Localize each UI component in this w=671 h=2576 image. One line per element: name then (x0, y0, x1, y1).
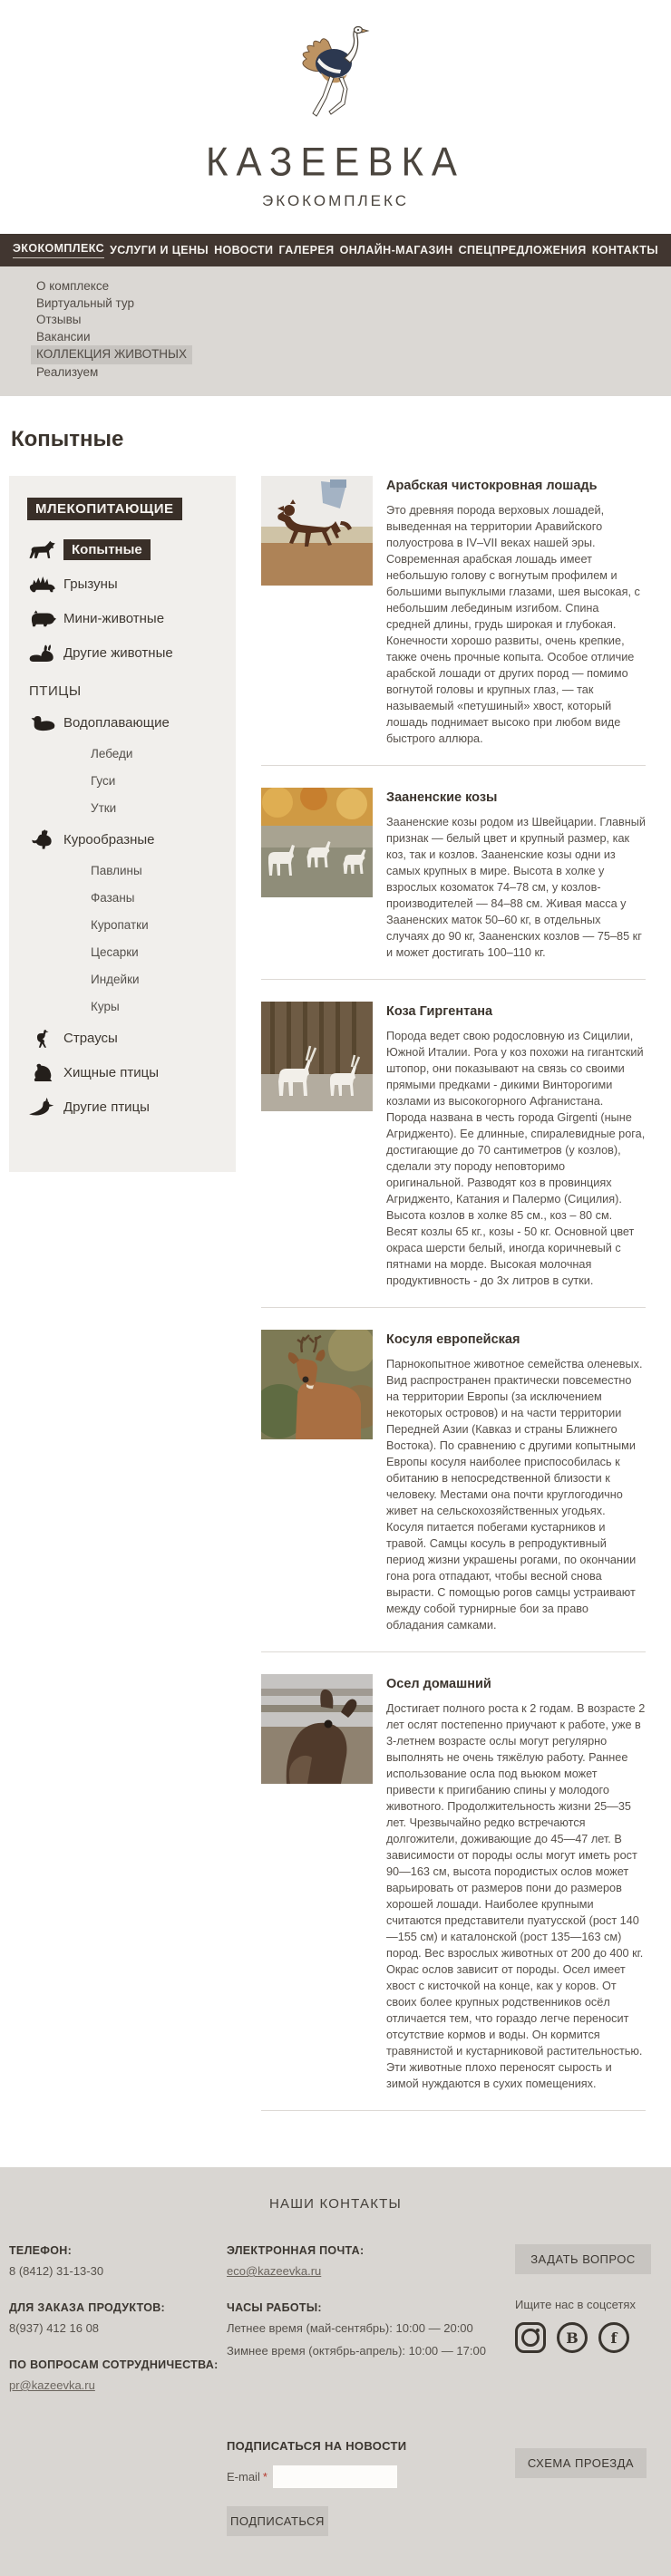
footer-info-column (227, 2223, 490, 2394)
email-link[interactable]: eco@kazeevka.ru (227, 2264, 322, 2278)
order-phone-number: 8(937) 412 16 08 (9, 2321, 100, 2335)
map-button[interactable]: СХЕМА ПРОЕЗДА (515, 2448, 647, 2478)
submenu-item-reviews[interactable]: Отзывы (36, 313, 82, 326)
sidebar-item-birds-of-prey[interactable] (27, 1061, 227, 1083)
sidebar-item-galliformes[interactable] (27, 828, 227, 850)
sidebar-item-label: Хищные птицы (63, 1064, 160, 1080)
sidebar-item-turkeys[interactable]: Индейки (91, 973, 140, 986)
article-text: Достигает полного роста к 2 годам. В возрасте 2 лет ослят постепенно приучают к работе, уже в 3-летнем возрасте ослы могут регулярно выполнять не очень тяжёлую работу. Раннее использование осла под вьюком может привести к пригибанию спины у молодого животного. Продолжительность жизни 25—35 лет. Чрезвычайно редко встречаются долгожители, доживающие до 45—47 лет. В зависимости от породы ослы могут иметь рост 90—163 см, высота породистых ослов может варьировать от размеров пони до размеров хорошей лошади. Наиболее крупными считаются представители пуатусской (рост 140—155 см) и каталонской (рост 135—163 см) пород. Вес взрослых животных от 200 до 400 кг. Окрас ослов зависит от породы. Осел имеет хвост с кисточкой на конце, как у коров. От своих более крупных родственников осёл отличается тем, что гораздо легче переносит отсутствие кормов и воды. Он кормится травянистой и кустарниковой растительностью. Эти животные плохо переносят сырость и зимой нуждаются в сухих помещениях. (386, 1702, 646, 2090)
sidebar-item-label: Другие животные (63, 644, 173, 661)
phone-label: ТЕЛЕФОН: (9, 2244, 73, 2257)
submenu-item-virtual-tour[interactable]: Виртуальный тур (36, 295, 134, 310)
sidebar-item-label: Мини-животные (63, 610, 165, 626)
sidebar-item-swans[interactable]: Лебеди (91, 747, 133, 760)
sidebar-item-other-birds[interactable] (27, 1096, 227, 1118)
porcupine-icon (27, 573, 56, 595)
sidebar-item-ducks[interactable]: Утки (91, 801, 117, 815)
subscribe-heading: ПОДПИСАТЬСЯ НА НОВОСТИ (227, 2439, 407, 2453)
rooster-icon (27, 828, 56, 850)
subscribe-button[interactable]: ПОДПИСАТЬСЯ (227, 2506, 328, 2536)
sidebar-section-birds: ПТИЦЫ (29, 683, 82, 699)
hours-summer: Летнее время (май-сентябрь): 10:00 — 20:00 (227, 2321, 473, 2335)
required-mark: * (262, 2470, 267, 2484)
submenu-item-animal-collection[interactable]: КОЛЛЕКЦИЯ ЖИВОТНЫХ (31, 345, 192, 364)
instagram-icon[interactable] (515, 2322, 546, 2353)
hours-label: ЧАСЫ РАБОТЫ: (227, 2301, 322, 2314)
sidebar-item-label: Другие птицы (63, 1099, 150, 1115)
subscribe-block (227, 2439, 490, 2536)
order-phone-label: ДЛЯ ЗАКАЗА ПРОДУКТОВ: (9, 2301, 166, 2314)
social-label: Ищите нас в соцсетях (515, 2298, 636, 2311)
peacock-icon (27, 1096, 56, 1118)
article-divider (261, 765, 646, 766)
article-title: Косуля европейская (386, 1332, 520, 1347)
nav-item-contacts[interactable]: КОНТАКТЫ (591, 244, 658, 257)
sidebar-item-label: Грызуны (63, 576, 118, 592)
sidebar-item-geese[interactable]: Гуси (91, 774, 116, 788)
submenu-item-about[interactable]: О комплексе (36, 279, 110, 293)
pig-icon (27, 607, 56, 629)
cooperation-email-link[interactable]: pr@kazeevka.ru (9, 2378, 95, 2392)
footer-contacts-column (9, 2223, 227, 2394)
article-divider (261, 1307, 646, 1308)
footer-heading: НАШИ КОНТАКТЫ (268, 2196, 403, 2212)
submenu (0, 266, 671, 396)
duck-icon (27, 712, 56, 733)
sidebar-item-ostriches[interactable] (27, 1027, 227, 1049)
vk-icon[interactable]: В (557, 2322, 588, 2353)
submenu-item-vacancies[interactable]: Вакансии (36, 329, 91, 344)
raptor-icon (27, 1061, 56, 1083)
email-label: ЭЛЕКТРОННАЯ ПОЧТА: (227, 2244, 365, 2257)
site-header (0, 0, 671, 210)
animal-categories-sidebar (9, 476, 236, 1172)
site-title: КАЗЕЕВКА (206, 139, 465, 185)
hours-winter: Зимнее время (октябрь-апрель): 10:00 — 17:00 (227, 2344, 486, 2358)
cooperation-label: ПО ВОПРОСАМ СОТРУДНИЧЕСТВА: (9, 2358, 219, 2371)
sidebar-item-pheasants[interactable]: Фазаны (91, 891, 135, 905)
nav-item-gallery[interactable]: ГАЛЕРЕЯ (278, 244, 335, 257)
article-title: Коза Гиргентана (386, 1004, 493, 1019)
article-text: Это древняя порода верховых лошадей, выведенная на территории Аравийского полуострова в IV–VII веках нашей эры. Современная арабская лошадь имеет небольшую голову с вогнутым профилем и большими выпуклыми глазами, шея высокая, с небольшим лебединым изгибом. Спина средней длины, грудь широкая и глубокая. Конечности хорошо развиты, очень крепкие, также очень прочные копыта. Особое отличие арабской лошади от других пород — помимо вогнутой головы и крупных глаз, — так называемый «петушиный» хвост, который лошадь поднимает высоко при любом виде быстрого аллюра. (386, 504, 640, 745)
articles-list (261, 476, 646, 2133)
site-subtitle: ЭКОКОМПЛЕКС (262, 192, 409, 209)
article-roe-deer (261, 1330, 646, 1633)
article-arabian-horse (261, 476, 646, 747)
sidebar-item-guinea-fowl[interactable]: Цесарки (91, 945, 139, 959)
article-girgentana-goat (261, 1002, 646, 1289)
ostrich-icon (27, 1027, 56, 1049)
girgentana-goat-photo (261, 1002, 373, 1111)
nav-item-shop[interactable]: ОНЛАЙН-МАГАЗИН (339, 244, 453, 257)
saanen-goats-photo (261, 788, 373, 897)
nav-item-news[interactable]: НОВОСТИ (214, 244, 274, 257)
sidebar-item-label: Копытные (63, 539, 151, 560)
main-nav (0, 234, 671, 266)
sidebar-item-other-animals[interactable] (27, 642, 227, 663)
article-saanen-goats (261, 788, 646, 961)
arabian-horse-photo (261, 476, 373, 586)
article-text: Парнокопытное животное семейства оленевых. Вид распространен практически повсеместно на территории Европы (за исключением некоторых островов) и на части территории Передней Азии (Кавказ и страны Ближнего Востока). По сравнению с другими копытными Европы косуля наиболее приспособилась к обитанию в непосредственной близости к человеку. Местами она почти круглогодично живет на сельскохозяйственных угодьях. Косуля питается побегами кустарников и травой. Самцы косуль в репродуктивный период жизни украшены рогами, по окончании гона рога отпадают, чтобы весной снова вырасти. С помощью рогов самцы устраивают между собой турнирные бои за право обладания самками. (386, 1358, 643, 1632)
article-divider (261, 1651, 646, 1652)
article-donkey (261, 1674, 646, 2092)
sidebar-item-waterfowl[interactable] (27, 712, 227, 733)
page-title: Копытные (11, 427, 124, 451)
submenu-item-sale[interactable]: Реализуем (36, 364, 99, 379)
footer (0, 2167, 671, 2576)
horse-icon (27, 538, 56, 560)
article-divider (261, 2110, 646, 2111)
roe-deer-photo (261, 1330, 373, 1439)
facebook-icon[interactable]: f (598, 2322, 629, 2353)
rabbit-icon (27, 642, 56, 663)
sidebar-item-rodents[interactable] (27, 573, 227, 595)
sidebar-item-chickens[interactable]: Куры (91, 1000, 120, 1013)
ostrich-logo-icon (281, 25, 390, 132)
donkey-photo (261, 1674, 373, 1784)
nav-item-offers[interactable]: СПЕЦПРЕДЛОЖЕНИЯ (458, 244, 587, 257)
nav-item-services[interactable]: УСЛУГИ И ЦЕНЫ (110, 244, 209, 257)
article-divider (261, 979, 646, 980)
nav-item-ecocomplex[interactable]: ЭКОКОМПЛЕКС (13, 242, 104, 258)
sidebar-item-partridges[interactable]: Куропатки (91, 918, 149, 932)
sidebar-section-mammals: МЛЕКОПИТАЮЩИЕ (27, 498, 182, 520)
article-title: Арабская чистокровная лошадь (386, 479, 598, 493)
article-title: Осел домашний (386, 1677, 491, 1691)
sidebar-item-peacocks[interactable]: Павлины (91, 864, 142, 877)
subscribe-email-input[interactable] (273, 2465, 397, 2488)
article-title: Зааненские козы (386, 790, 498, 805)
sidebar-item-mini-animals[interactable] (27, 607, 227, 629)
article-text: Порода ведет свою родословную из Сицилии, Южной Италии. Рога у коз похожи на гигантский штопор, они показывают на связь со своими прямыми предками - дикими Винторогими козлами из высокогорного Афганистана. Порода названа в честь города Girgenti (ныне Агридженто). Ее длинные, спиралевидные рога, достигающие до 70 сантиметров (у козлов), сделали эту породу неповторимо оригинальной. Разводят коз в провинциях Агридженто, Катания и Палермо (Сицилия). Высота козлов в холке 85 см., коз – 80 см. Весят козлы 65 кг., козы - 50 кг. Основной цвет окраса шерсти белый, иногда коричневый с пятнами на морде. Высокая молочная продуктивность - до 3х литров в сутки. (386, 1030, 646, 1287)
article-text: Зааненские козы родом из Швейцарии. Главный признак — белый цвет и крупный размер, как коз, так и козлов. Зааненские козы одни из самых крупных в мире. Высота в холке у взрослых козоматок 74–78 см, у козлов-производителей — 84–88 см. Живая масса у Зааненских маток 50–60 кг, в отдельных случаях до 90 кг, Зааненских козлов — 75–85 кг и может достигать 100–110 кг. (386, 816, 646, 959)
sidebar-item-label: Страусы (63, 1030, 118, 1046)
email-field-label: E-mail (227, 2470, 260, 2484)
sidebar-item-hoofed[interactable] (27, 538, 227, 560)
ask-question-button[interactable]: ЗАДАТЬ ВОПРОС (515, 2244, 651, 2274)
sidebar-item-label: Курообразные (63, 831, 155, 847)
phone-number: 8 (8412) 31-13-30 (9, 2264, 104, 2278)
sidebar-item-label: Водоплавающие (63, 714, 170, 731)
footer-social-column (490, 2223, 662, 2394)
